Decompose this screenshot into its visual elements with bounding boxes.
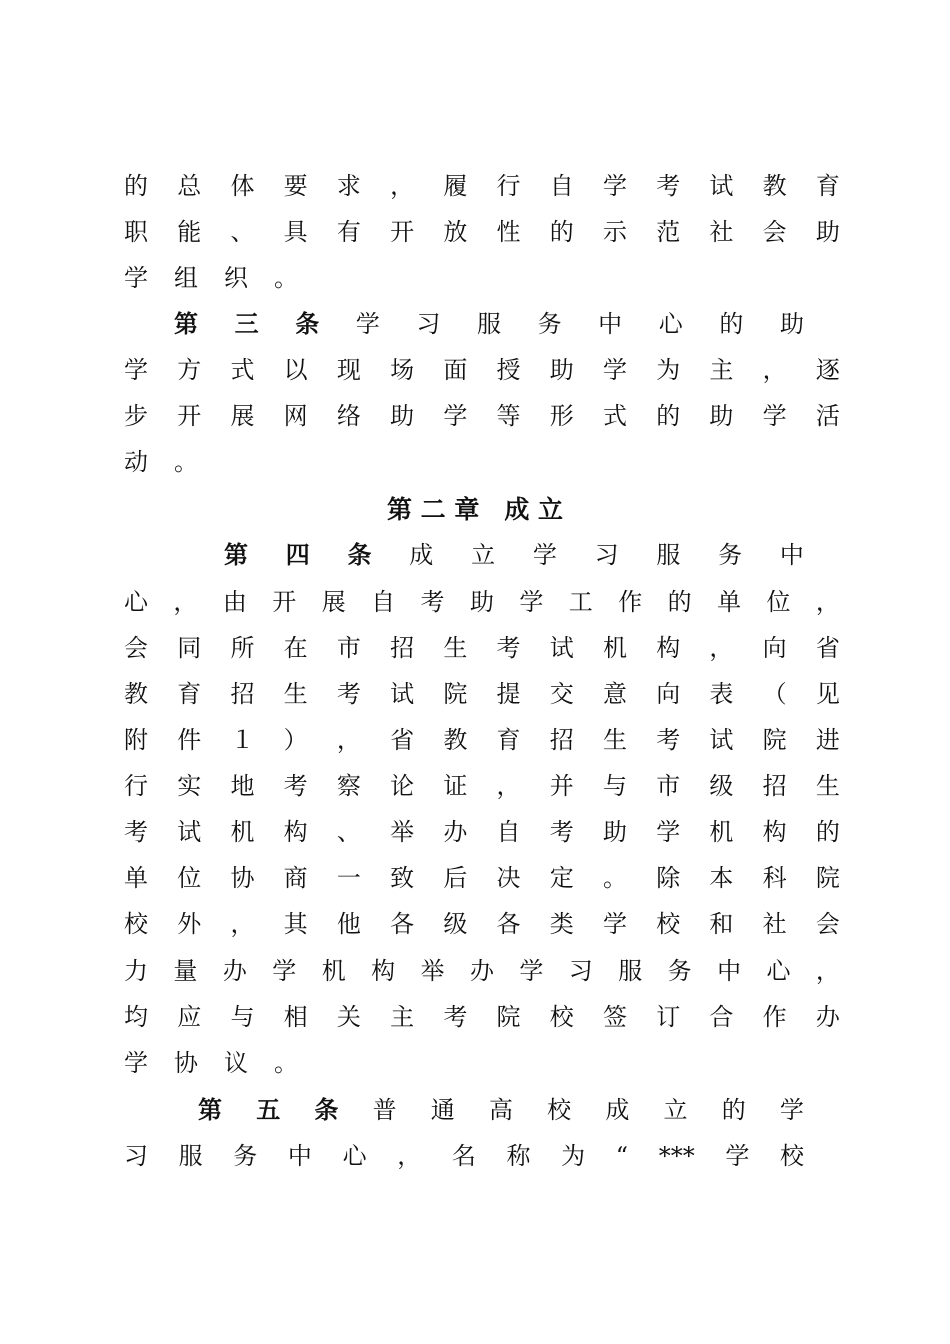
article-label-char: 五 — [256, 1095, 281, 1124]
paragraph-line: 校 外 ， 其 他 各 级 各 类 学 校 和 社 会 — [124, 910, 840, 938]
paragraph-line: 心 ， 由 开 展 自 考 助 学 工 作 的 单 位 ， — [124, 588, 840, 616]
article-3-first-line: 第 三 条 学 习 服 务 中 心 的 助 — [174, 304, 804, 344]
paragraph-line: 力 量 办 学 机 构 举 办 学 习 服 务 中 心 ， — [124, 957, 840, 985]
paragraph-line: 单 位 协 商 一 致 后 决 定 。 除 本 科 院 — [124, 864, 840, 892]
article-label-char: 第 — [224, 540, 248, 569]
paragraph-line: 学 协 议 。 — [124, 1049, 298, 1077]
article-label-char: 三 — [234, 309, 259, 338]
paragraph-line: 学 方 式 以 现 场 面 授 助 学 为 主 ， 逐 — [124, 356, 840, 384]
paragraph-line: 附 件 １ ） ， 省 教 育 招 生 考 试 院 进 — [124, 726, 840, 754]
paragraph-line: 职 能 、 具 有 开 放 性 的 示 范 社 会 助 — [124, 218, 840, 246]
paragraph-line: 教 育 招 生 考 试 院 提 交 意 向 表 （ 见 — [124, 680, 840, 708]
article-5-first-line: 第 五 条 普 通 高 校 成 立 的 学 — [198, 1090, 804, 1130]
article-label-char: 第 — [174, 309, 198, 338]
paragraph-line: 考 试 机 构 、 举 办 自 考 助 学 机 构 的 — [124, 818, 840, 846]
article-4-first-line: 第 四 条 成 立 学 习 服 务 中 — [224, 535, 804, 575]
paragraph-line: 学 组 织 。 — [124, 264, 298, 292]
paragraph-line: 步 开 展 网 络 助 学 等 形 式 的 助 学 活 — [124, 402, 840, 430]
article-label-char: 条 — [347, 540, 372, 569]
article-label-char: 四 — [285, 540, 310, 569]
chapter-heading: 第 二 章 成 立 — [386, 495, 564, 524]
paragraph-line: 行 实 地 考 察 论 证 ， 并 与 市 级 招 生 — [124, 772, 840, 800]
article-label-char: 条 — [314, 1095, 339, 1124]
article-label-char: 条 — [295, 309, 320, 338]
paragraph-line: 习 服 务 中 心 ， 名 称 为 “ *** 学 校 — [124, 1142, 804, 1170]
paragraph-line: 动 。 — [124, 448, 198, 476]
paragraph-line: 均 应 与 相 关 主 考 院 校 签 订 合 作 办 — [124, 1003, 840, 1031]
paragraph-line: 的 总 体 要 求 ， 履 行 自 学 考 试 教 育 — [124, 172, 840, 200]
article-label-char: 第 — [198, 1095, 222, 1124]
paragraph-line: 会 同 所 在 市 招 生 考 试 机 构 ， 向 省 — [124, 634, 840, 662]
